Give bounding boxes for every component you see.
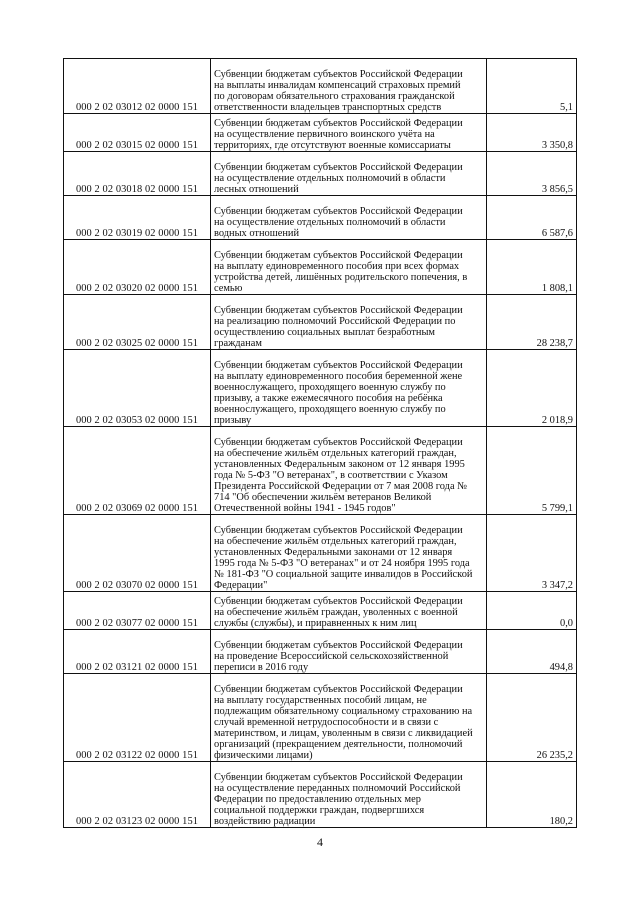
budget-code-cell: 000 2 02 03122 02 0000 151 [64,674,211,762]
description-cell [211,427,487,515]
budget-code-cell: 000 2 02 03053 02 0000 151 [64,350,211,427]
amount-cell: 28 238,7 [487,295,577,350]
description-cell [211,350,487,427]
description-line: на обеспечение жильём отдельных категорий граждан, [214,447,457,459]
description-line: водных отношений [214,227,300,239]
description-line: призыву [214,414,252,426]
page-number: 4 [317,835,323,849]
amount-cell: 3 856,5 [487,152,577,196]
description-cell [211,240,487,295]
amount-cell: 2 018,9 [487,350,577,427]
description-cell [211,114,487,152]
description-line: Президента Российской Федерации от 7 мая 2008 года № [214,480,468,492]
description-cell [211,515,487,592]
description-line: Субвенции бюджетам субъектов Российской Федерации [214,304,463,316]
budget-code-cell: 000 2 02 03018 02 0000 151 [64,152,211,196]
description-line: на обеспечение жильём граждан, уволенных с военной [214,606,458,618]
description-line: осуществлению социальных выплат безработным [214,326,436,338]
table-row [64,674,577,762]
description-cell [211,630,487,674]
amount-cell: 1 808,1 [487,240,577,295]
description-line: по договорам обязательного страхования гражданской [214,90,455,102]
budget-code-cell: 000 2 02 03123 02 0000 151 [64,762,211,828]
table-row [64,196,577,240]
description-line: на выплату единовременного пособия при всех формах [214,260,460,272]
amount-cell: 494,8 [487,630,577,674]
description-line: социальной поддержки граждан, подвергшихся [214,804,425,816]
description-line: на проведение Всероссийской сельскохозяйственной [214,650,449,662]
description-cell [211,196,487,240]
description-cell [211,592,487,630]
table-row [64,630,577,674]
amount-cell: 180,2 [487,762,577,828]
table-row [64,762,577,828]
table-row [64,592,577,630]
description-line: материнством, и лицам, уволенным в связи с ликвидацией [214,727,473,739]
description-line: Субвенции бюджетам субъектов Российской Федерации [214,249,463,261]
description-line: физическими лицами) [214,749,313,761]
description-line: № 181-ФЗ "О социальной защите инвалидов в Российской [214,568,473,580]
description-line: на выплату государственных пособий лицам, не [214,694,427,706]
table-row [64,427,577,515]
budget-code-cell: 000 2 02 03025 02 0000 151 [64,295,211,350]
amount-cell: 5 799,1 [487,427,577,515]
budget-code-cell: 000 2 02 03069 02 0000 151 [64,427,211,515]
amount-cell: 5,1 [487,59,577,114]
table-body [64,59,577,828]
budget-code-cell: 000 2 02 03070 02 0000 151 [64,515,211,592]
budget-code-cell: 000 2 02 03020 02 0000 151 [64,240,211,295]
description-line: установленных Федеральным законом от 12 января 1995 [214,458,465,470]
description-line: на реализацию полномочий Российской Федерации по [214,315,456,327]
description-line: 1995 года № 5-ФЗ "О ветеранах" и от 24 ноября 1995 года [214,557,470,569]
amount-cell: 3 350,8 [487,114,577,152]
description-line: Субвенции бюджетам субъектов Российской Федерации [214,524,463,536]
table-row [64,114,577,152]
description-line: Субвенции бюджетам субъектов Российской Федерации [214,771,463,783]
table-row [64,240,577,295]
description-line: семью [214,282,243,294]
table-row [64,59,577,114]
description-line: Федерации по предоставлению отдельных мер [214,793,421,805]
description-line: Субвенции бюджетам субъектов Российской Федерации [214,161,463,173]
description-line: службы (службы), и приравненных к ним лиц [214,617,417,629]
amount-cell: 3 347,2 [487,515,577,592]
description-line: военнослужащего, проходящего военную службу по [214,403,446,415]
description-line: Субвенции бюджетам субъектов Российской Федерации [214,117,463,129]
description-line: на обеспечение жильём отдельных категорий граждан, [214,535,457,547]
description-line: установленных Федеральными законами от 12 января [214,546,453,558]
description-line: на осуществление отдельных полномочий в области [214,172,446,184]
description-line: Субвенции бюджетам субъектов Российской Федерации [214,205,463,217]
budget-code-cell: 000 2 02 03121 02 0000 151 [64,630,211,674]
amount-cell: 26 235,2 [487,674,577,762]
budget-code-cell: 000 2 02 03012 02 0000 151 [64,59,211,114]
budget-code-cell: 000 2 02 03019 02 0000 151 [64,196,211,240]
table-row [64,350,577,427]
amount-cell: 0,0 [487,592,577,630]
description-line: гражданам [214,337,262,349]
description-cell [211,762,487,828]
budget-code-cell: 000 2 02 03077 02 0000 151 [64,592,211,630]
description-line: Субвенции бюджетам субъектов Российской Федерации [214,359,463,371]
description-line: года № 5-ФЗ "О ветеранах", в соответствии с Указом [214,469,448,481]
description-line: на осуществление отдельных полномочий в области [214,216,446,228]
description-line: Субвенции бюджетам субъектов Российской Федерации [214,683,463,695]
budget-code-cell: 000 2 02 03015 02 0000 151 [64,114,211,152]
description-line: организаций (прекращением деятельности, полномочий [214,738,463,750]
description-line: территориях, где отсутствуют военные комиссариаты [214,139,451,151]
description-line: Отечественной войны 1941 - 1945 годов" [214,502,396,514]
description-line: ответственности владельцев транспортных средств [214,101,442,113]
description-line: подлежащим обязательному социальному страхованию на [214,705,473,717]
amount-cell: 6 587,6 [487,196,577,240]
description-line: призыву, а также ежемесячного пособия на ребёнка [214,392,443,404]
description-line: на осуществление первичного воинского учёта на [214,128,435,140]
description-cell [211,152,487,196]
description-line: Субвенции бюджетам субъектов Российской Федерации [214,595,463,607]
description-cell [211,674,487,762]
table-row [64,152,577,196]
description-line: 714 "Об обеспечении жильём ветеранов Великой [214,491,432,503]
description-line: Субвенции бюджетам субъектов Российской Федерации [214,639,463,651]
description-line: устройства детей, лишённых родительского попечения, в [214,271,468,283]
description-line: случай временной нетрудоспособности и в связи с [214,716,439,728]
description-line: военнослужащего, проходящего военную службу по [214,381,446,393]
description-line: Субвенции бюджетам субъектов Российской Федерации [214,68,463,80]
description-line: на осуществление переданных полномочий Российской [214,782,461,794]
description-line: на выплаты инвалидам компенсаций страховых премий [214,79,461,91]
budget-table [63,58,577,828]
table-row [64,295,577,350]
description-cell [211,295,487,350]
description-line: переписи в 2016 году [214,661,309,673]
description-line: лесных отношений [214,183,299,195]
description-line: Федерации" [214,579,268,591]
description-line: Субвенции бюджетам субъектов Российской Федерации [214,436,463,448]
description-line: воздействию радиации [214,815,316,827]
description-cell [211,59,487,114]
description-line: на выплату единовременного пособия беременной жене [214,370,463,382]
table-row [64,515,577,592]
